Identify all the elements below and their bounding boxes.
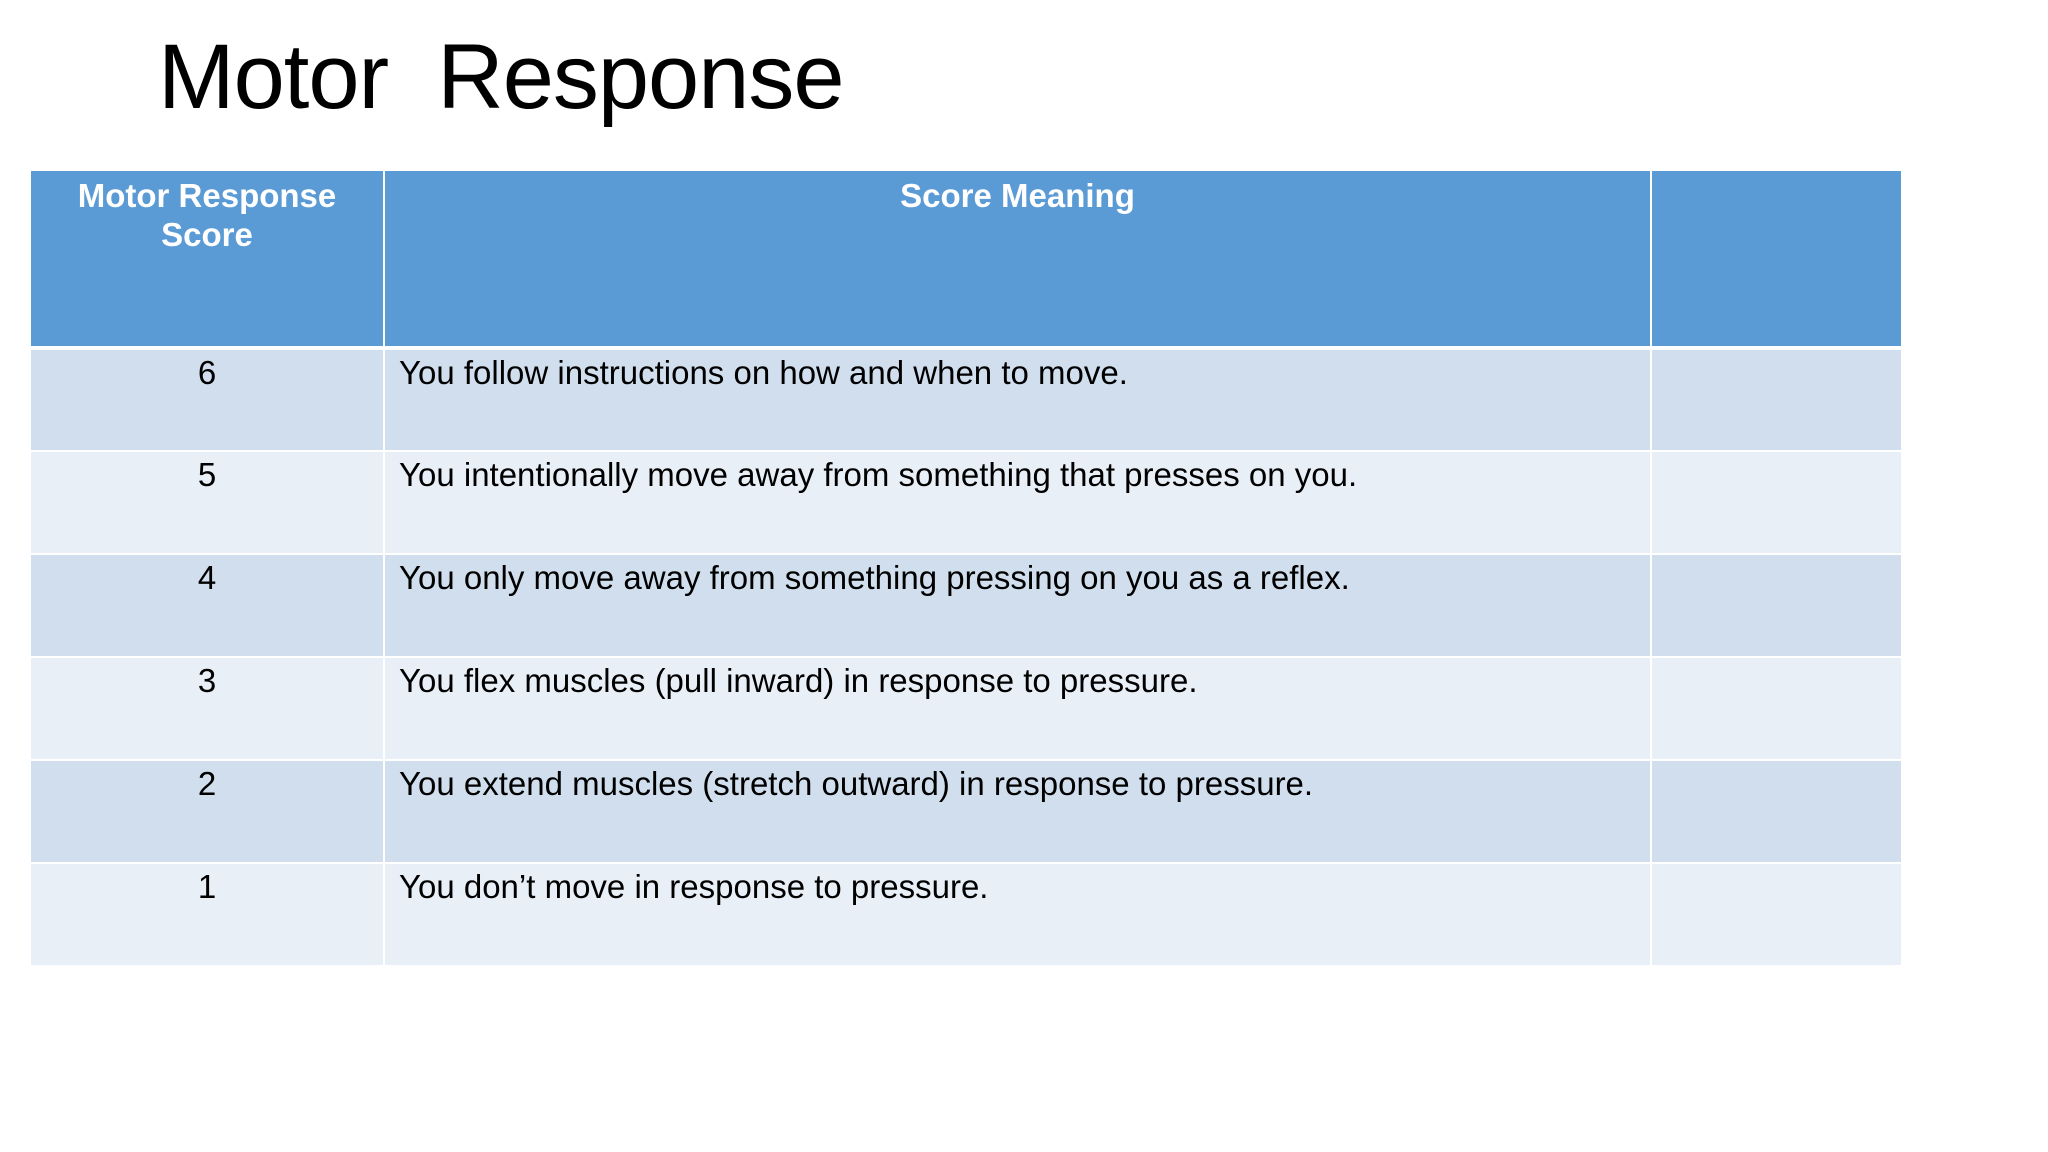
score-cell: 4	[31, 554, 384, 657]
score-cell: 3	[31, 657, 384, 760]
table-row	[31, 657, 1901, 760]
meaning-cell: You extend muscles (stretch outward) in response to pressure.	[384, 760, 1651, 863]
table-row	[31, 348, 1901, 451]
table-row	[31, 554, 1901, 657]
column-header-meaning: Score Meaning	[384, 171, 1651, 348]
motor-response-table	[31, 171, 1901, 967]
meaning-cell: You intentionally move away from something that presses on you.	[384, 451, 1651, 554]
blank-cell	[1651, 760, 1901, 863]
table-row	[31, 760, 1901, 863]
table-row	[31, 451, 1901, 554]
slide-title: Motor Response	[158, 26, 844, 128]
column-header-score: Motor Response Score	[31, 171, 384, 348]
blank-cell	[1651, 348, 1901, 451]
score-cell: 5	[31, 451, 384, 554]
meaning-cell: You follow instructions on how and when to move.	[384, 348, 1651, 451]
blank-cell	[1651, 657, 1901, 760]
score-cell: 2	[31, 760, 384, 863]
meaning-cell: You flex muscles (pull inward) in response to pressure.	[384, 657, 1651, 760]
meaning-cell: You only move away from something pressing on you as a reflex.	[384, 554, 1651, 657]
score-cell: 6	[31, 348, 384, 451]
score-cell: 1	[31, 863, 384, 966]
blank-cell	[1651, 863, 1901, 966]
meaning-cell: You don’t move in response to pressure.	[384, 863, 1651, 966]
table-row	[31, 863, 1901, 966]
table-header-row	[31, 171, 1901, 348]
blank-cell	[1651, 554, 1901, 657]
column-header-blank	[1651, 171, 1901, 348]
blank-cell	[1651, 451, 1901, 554]
